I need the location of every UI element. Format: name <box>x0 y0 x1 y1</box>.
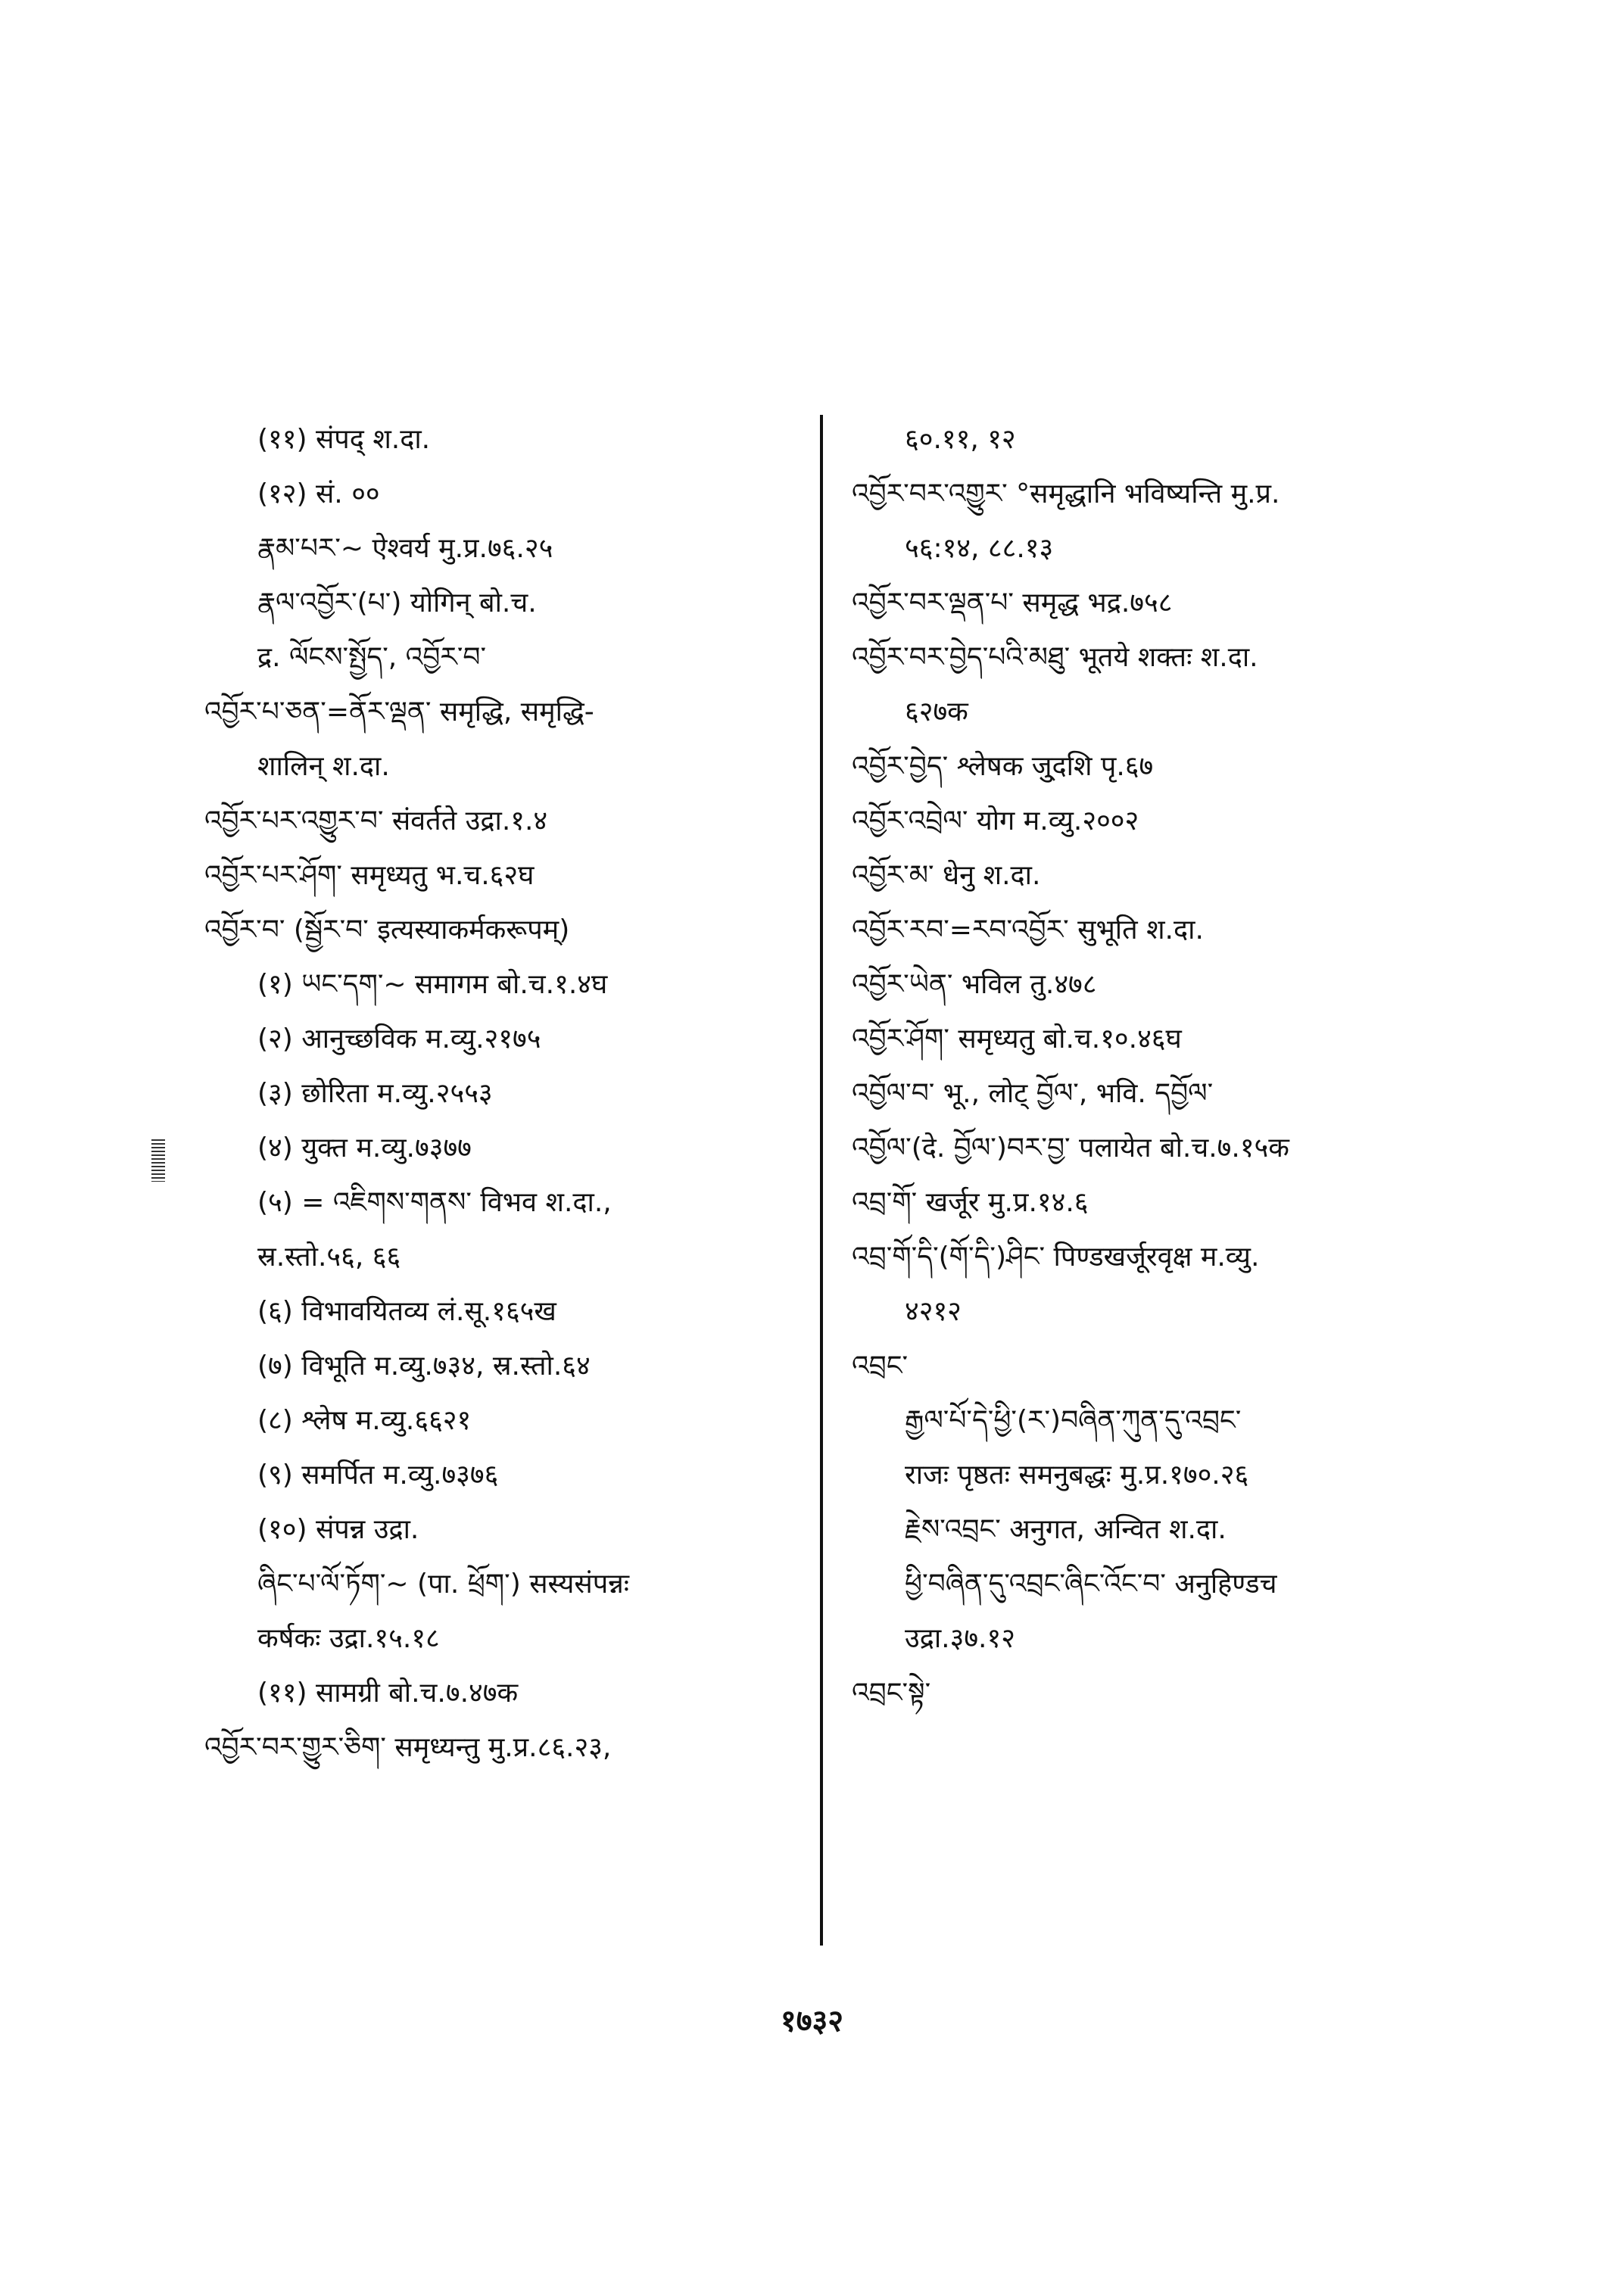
dictionary-line: (३) छोरिता म.व्यु.२५५३ <box>257 1078 493 1109</box>
dictionary-line: ཕྱི་བཞིན་དུ་འབྲང་ཞིང་འོང་བ་ अनुहिण्डच <box>905 1569 1277 1600</box>
dictionary-line: འབྱོལ་བ་ भू., लोट् བྱོལ་, भवि. དབྱོལ་ <box>852 1078 1214 1109</box>
dictionary-line: (१२) सं. ०० <box>257 478 380 509</box>
dictionary-line: (१०) संपन्न उद्रा. <box>257 1514 419 1545</box>
dictionary-line: འབྲང་སྟེ་ <box>852 1678 931 1709</box>
dictionary-line: (१) ཡང་དག་~ समागम बो.च.१.४घ <box>257 969 608 1000</box>
dictionary-line: ཞིང་པ་ལོ་ཏོག་~ (पा. ཕྲོག་) सस्यसंपन्नः <box>257 1569 629 1600</box>
dictionary-line: འབྱོར་བ་ (སྦྱོར་བ་ इत्यस्याकर्मकरूपम्) <box>204 914 570 946</box>
dictionary-line: རྣམ་པར་~ ऐश्वर्य मु.प्र.७६.२५ <box>257 533 553 564</box>
dictionary-line: (८) श्लेष म.व्यु.६६२१ <box>257 1405 472 1436</box>
dictionary-line: འབྱོར་བྱེད་ श्लेषक जु्दशि पृ.६७ <box>852 751 1154 782</box>
dictionary-line: འབྱོར་འབྲེལ་ योग म.व्यु.२००२ <box>852 805 1139 837</box>
dictionary-line: ६०.११, १२ <box>905 424 1016 455</box>
dictionary-line: འབྱོར་བར་འགྱུར་ °समृद्धानि भविष्यन्ति मु.प्र. <box>852 478 1280 509</box>
dictionary-line: རྣལ་འབྱོར་(པ་) योगिन् बो.च. <box>257 587 537 618</box>
dictionary-line: རྒྱལ་པོ་དེ་ཕྱི་(ར་)བཞིན་ཀུན་དུ་འབྲང་ <box>905 1405 1242 1436</box>
left-column <box>204 413 810 1775</box>
dictionary-line: འབྱོར་པ་ཅན་=ནོར་ལྡན་ समृद्धि, समृद्धि- <box>204 696 594 727</box>
dictionary-line: (९) समर्पित म.व्यु.७३७६ <box>257 1460 499 1491</box>
dictionary-line: शालिन् श.दा. <box>257 751 390 782</box>
dictionary-line: འབྲང་ <box>852 1351 909 1382</box>
dictionary-line: स्र.स्तो.५६, ६६ <box>257 1242 401 1273</box>
dictionary-line: འབྱོར་ཡེན་ भविल तु.४७८ <box>852 969 1097 1000</box>
dictionary-line: (५) = འཇིགས་གནས་ विभव श.दा., <box>257 1187 612 1218</box>
dictionary-line: (६) विभावयितव्य लं.सू.१६५ख <box>257 1296 556 1327</box>
dictionary-line: འབྱོར་བར་གྱུར་ཅིག་ समृध्यन्तु मु.प्र.८६.२३, <box>204 1732 612 1763</box>
dictionary-line: (४) युक्त म.व्यु.७३७७ <box>257 1132 472 1164</box>
dictionary-line: (२) आनुच्छविक म.व्यु.२१७५ <box>257 1023 541 1055</box>
column-divider <box>820 415 823 1946</box>
dictionary-line: ५६:१४, ८८.१३ <box>905 533 1054 564</box>
dictionary-line: འབྱོར་པར་འགྱུར་བ་ संवर्तते उद्रा.१.४ <box>204 805 548 837</box>
dictionary-line: འབྱོར་རབ་=རབ་འབྱོར་ सुभूति श.दा. <box>852 914 1204 946</box>
dictionary-line: འབྱོར་བར་བྱེད་པའི་མཐུ་ भूतये शक्तः श.दा. <box>852 642 1258 673</box>
dictionary-line: འབྲ་གོ་ खर्जूर मु.प्र.१४.६ <box>852 1187 1089 1218</box>
dictionary-line: द्र. ལོངས་སྤྱོད་, འབྱོར་བ་ <box>257 642 487 673</box>
dictionary-line: རྗེས་འབྲང་ अनुगत, अन्वित श.दा. <box>905 1514 1227 1545</box>
dictionary-line: उद्रा.३७.१२ <box>905 1623 1015 1654</box>
dictionary-line: འབྱོར་ཤོག་ समृध्यतु बो.च.१०.४६घ <box>852 1023 1182 1055</box>
dictionary-line: (११) सामग्री बो.च.७.४७क <box>257 1678 519 1709</box>
dictionary-line: འབྱོར་པར་ཤོག་ समृध्यतु भ.च.६२घ <box>204 860 535 891</box>
margin-mark <box>151 1139 165 1182</box>
dictionary-line: འབྱོལ་(दे. བྱོལ་)བར་བྱ་ पलायेत बो.च.७.१५क <box>852 1132 1289 1164</box>
dictionary-line: कर्षकः उद्रा.१५.१८ <box>257 1623 440 1654</box>
dictionary-line: (११) संपद् श.दा. <box>257 424 431 455</box>
dictionary-line: འབྱོར་མ་ धेनु श.दा. <box>852 860 1041 891</box>
dictionary-line: (७) विभूति म.व्यु.७३४, स्र.स्तो.६४ <box>257 1351 591 1382</box>
dictionary-line: འབྱོར་བར་ལྡན་པ་ समृद्ध भद्र.७५८ <box>852 587 1173 618</box>
dictionary-line: ६२७क <box>905 696 968 727</box>
page-number: १७३२ <box>780 2004 844 2039</box>
right-column <box>852 413 1457 1721</box>
dictionary-line: འབྲ་གོ་དི་(གོ་དི་)ཤིང་ पिण्डखर्जूरवृक्ष म.व्यु. <box>852 1242 1260 1273</box>
dictionary-line: राजः पृष्ठतः समनुबद्धः मु.प्र.१७०.२६ <box>905 1460 1249 1491</box>
dictionary-line: ४२१२ <box>905 1296 962 1327</box>
